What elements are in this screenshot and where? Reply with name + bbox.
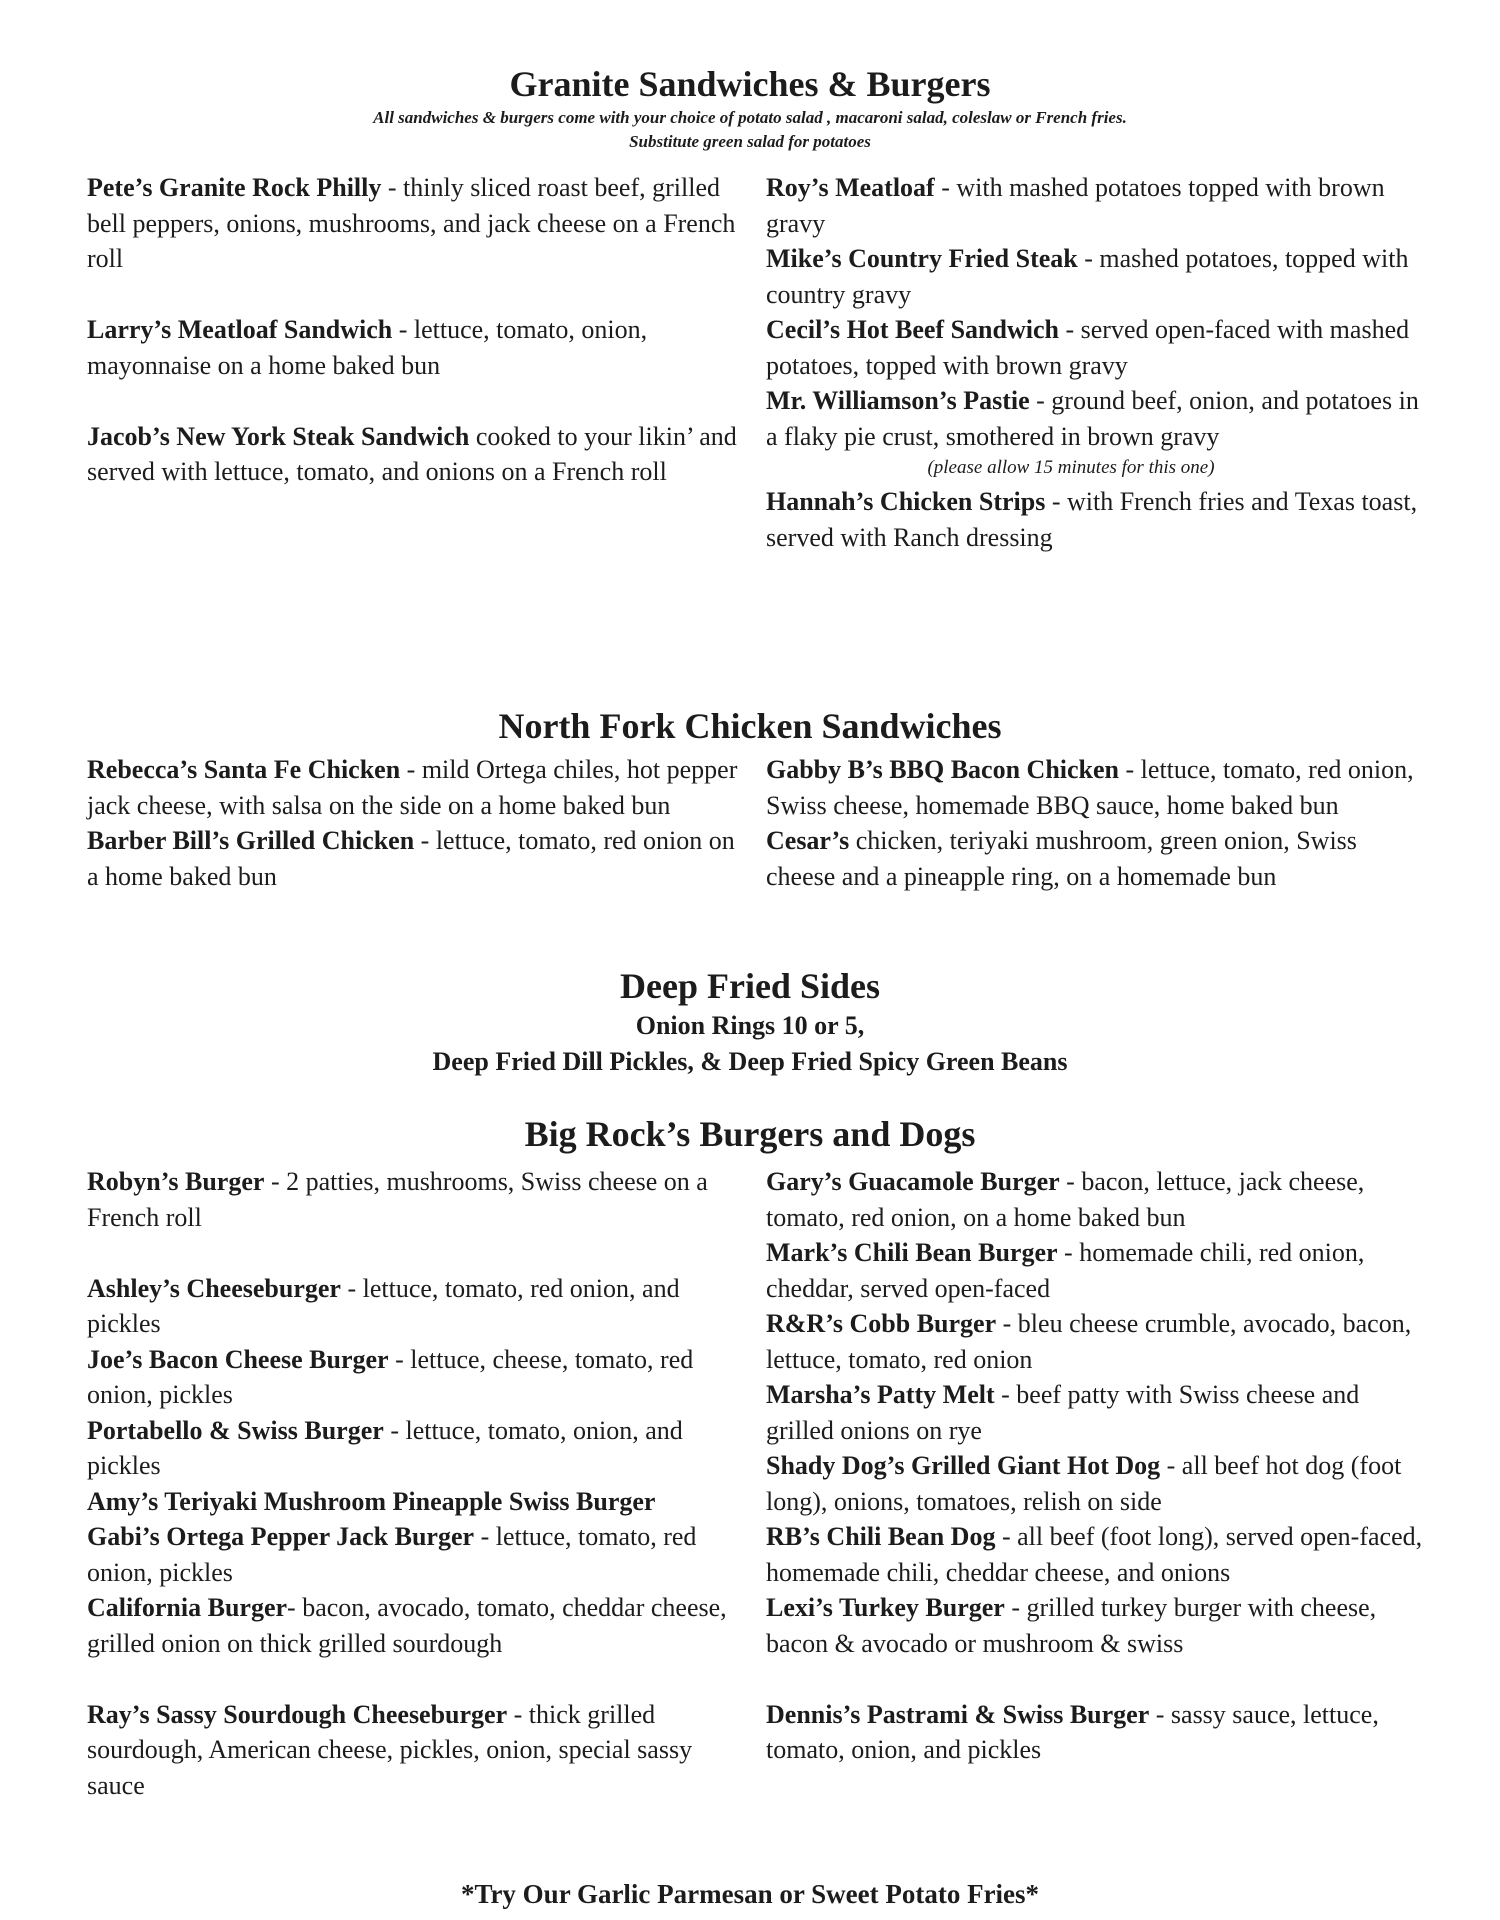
item-description: - bleu cheese crumble, avocado, bacon, lettuce, tomato, red onion [766,1309,1412,1374]
item-name: California Burger [87,1593,288,1622]
item-description: - bacon, lettuce, jack cheese, tomato, red onion, on a home baked bun [766,1167,1365,1232]
pastie-wait-note: (please allow 15 minutes for this one) [927,457,1215,478]
menu-item [87,1697,747,1804]
item-description: - lettuce, tomato, onion, mayonnaise on a home baked bun [87,315,648,380]
item-name: Ashley’s Cheeseburger [87,1273,341,1303]
item-description: - all beef (foot long), served open-faced, homemade chili, cheddar cheese, and onions [766,1522,1423,1587]
burgers-left-column [87,1164,747,1803]
menu-item [766,241,1426,312]
fries-footer-note: *Try Our Garlic Parmesan or Sweet Potato Fries* [460,1879,1040,1909]
menu-item [766,484,1426,555]
item-name: Amy’s Teriyaki Mushroom Pineapple Swiss Burger [87,1486,656,1516]
menu-item [87,1413,747,1484]
item-name: Roy’s Meatloaf [766,173,935,202]
menu-item [766,823,1426,894]
chicken-left-column [87,752,747,894]
item-description: - lettuce, tomato, onion, and pickles [87,1415,683,1480]
item-name: Gabby B’s BBQ Bacon Chicken [766,755,1120,784]
sides-pickles-beans: Deep Fried Dill Pickles, & Deep Fried Spicy Green Beans [432,1047,1068,1076]
item-name: Dennis’s Pastrami & Swiss Burger [766,1699,1150,1729]
menu-item [87,752,747,823]
item-name: Gabi’s Ortega Pepper Jack Burger [87,1522,475,1551]
item-description: - beef patty with Swiss cheese and grilled onions on rye [766,1380,1360,1445]
menu-item [87,170,747,277]
item-description: - with French fries and Texas toast, served with Ranch dressing [766,487,1418,552]
menu-item [766,1697,1426,1768]
item-description: - with mashed potatoes topped with brown gravy [766,173,1385,238]
item-name: Cecil’s Hot Beef Sandwich [766,315,1059,344]
item-name: Robyn’s Burger [87,1167,265,1196]
item-name: Barber Bill’s Grilled Chicken [87,826,415,855]
granite-left-column [87,170,747,490]
item-name: R&R’s Cobb Burger [766,1309,997,1338]
item-name: Shady Dog’s Grilled Giant Hot Dog [766,1451,1161,1480]
item-description: - served open-faced with mashed potatoes, topped with brown gravy [766,315,1410,380]
item-description: - thinly sliced roast beef, grilled bell peppers, onions, mushrooms, and jack cheese on a French roll [87,173,736,273]
item-description: - thick grilled sourdough, American cheese, pickles, onion, special sassy sauce [87,1699,693,1800]
menu-item [766,752,1426,823]
item-description: - lettuce, tomato, red onion on a home baked bun [87,826,735,891]
chicken-right-column [766,752,1426,894]
granite-right-column [766,170,1426,555]
item-name: Mark’s Chili Bean Burger [766,1238,1058,1267]
item-description: - lettuce, cheese, tomato, red onion, pickles [87,1344,694,1409]
menu-item [766,1590,1426,1661]
item-name: Portabello & Swiss Burger [87,1415,384,1445]
item-name: Jacob’s New York Steak Sandwich [87,421,470,451]
menu-item [87,419,747,490]
item-description: - mild Ortega chiles, hot pepper jack cheese, with salsa on the side on a home baked bun [87,755,738,820]
item-name: Pete’s Granite Rock Philly [87,173,382,202]
item-name: Ray’s Sassy Sourdough Cheeseburger [87,1699,508,1729]
menu-item [87,1342,747,1413]
menu-item [87,1164,747,1235]
item-description: - mashed potatoes, topped with country gravy [766,244,1409,309]
item-description: chicken, teriyaki mushroom, green onion, Swiss cheese and a pineapple ring, on a homemade bun [766,826,1357,891]
item-name: Hannah’s Chicken Strips [766,487,1046,516]
menu-item [766,1377,1426,1448]
item-description: - lettuce, tomato, red onion, and pickles [87,1273,680,1338]
item-name: Cesar’s [766,826,850,855]
menu-item [766,1164,1426,1235]
menu-item [87,823,747,894]
item-name: Joe’s Bacon Cheese Burger [87,1344,389,1374]
item-name: Lexi’s Turkey Burger [766,1593,1005,1622]
item-description: cooked to your likin’ and served with lettuce, tomato, and onions on a French roll [87,421,737,486]
menu-item [87,1519,747,1590]
granite-section-title: Granite Sandwiches & Burgers [509,64,991,104]
granite-substitute-note: Substitute green salad for potatoes [629,132,871,151]
granite-sides-note: All sandwiches & burgers come with your choice of potato salad , macaroni salad, coleslaw or French fries. [373,108,1127,127]
sides-onion-rings: Onion Rings 10 or 5, [635,1011,865,1040]
menu-item [87,1590,747,1661]
item-name: Mr. Williamson’s Pastie [766,386,1030,415]
menu-item [766,383,1426,454]
sides-section-title: Deep Fried Sides [620,966,880,1006]
item-description: - sassy sauce, lettuce, tomato, onion, and pickles [766,1699,1379,1764]
item-name: Gary’s Guacamole Burger [766,1167,1060,1196]
item-description: - lettuce, tomato, red onion, Swiss cheese, homemade BBQ sauce, home baked bun [766,755,1414,820]
item-description: - homemade chili, red onion, cheddar, served open-faced [766,1238,1365,1303]
menu-item [766,170,1426,241]
item-description: - all beef hot dog (foot long), onions, tomatoes, relish on side [766,1451,1402,1516]
chicken-section-title: North Fork Chicken Sandwiches [498,706,1002,746]
burgers-right-column [766,1164,1426,1768]
item-description: - lettuce, tomato, red onion, pickles [87,1522,697,1587]
menu-item [766,312,1426,383]
burgers-section-title: Big Rock’s Burgers and Dogs [524,1114,976,1154]
item-description: - ground beef, onion, and potatoes in a flaky pie crust, smothered in brown gravy [766,386,1419,451]
item-description: - 2 patties, mushrooms, Swiss cheese on a French roll [87,1167,708,1232]
menu-item [766,1306,1426,1377]
item-name: Rebecca’s Santa Fe Chicken [87,755,401,784]
item-name: Larry’s Meatloaf Sandwich [87,315,393,344]
item-description: - bacon, avocado, tomato, cheddar cheese, grilled onion on thick grilled sourdough [87,1593,727,1658]
menu-item [87,1271,747,1342]
menu-item [766,1235,1426,1306]
item-name: Marsha’s Patty Melt [766,1380,995,1409]
menu-item [766,1448,1426,1519]
menu-item [766,1519,1426,1590]
item-description: - grilled turkey burger with cheese, bacon & avocado or mushroom & swiss [766,1593,1377,1658]
menu-item [87,312,747,383]
item-name: Mike’s Country Fried Steak [766,244,1078,273]
menu-item [87,1484,747,1520]
item-name: RB’s Chili Bean Dog [766,1522,996,1551]
